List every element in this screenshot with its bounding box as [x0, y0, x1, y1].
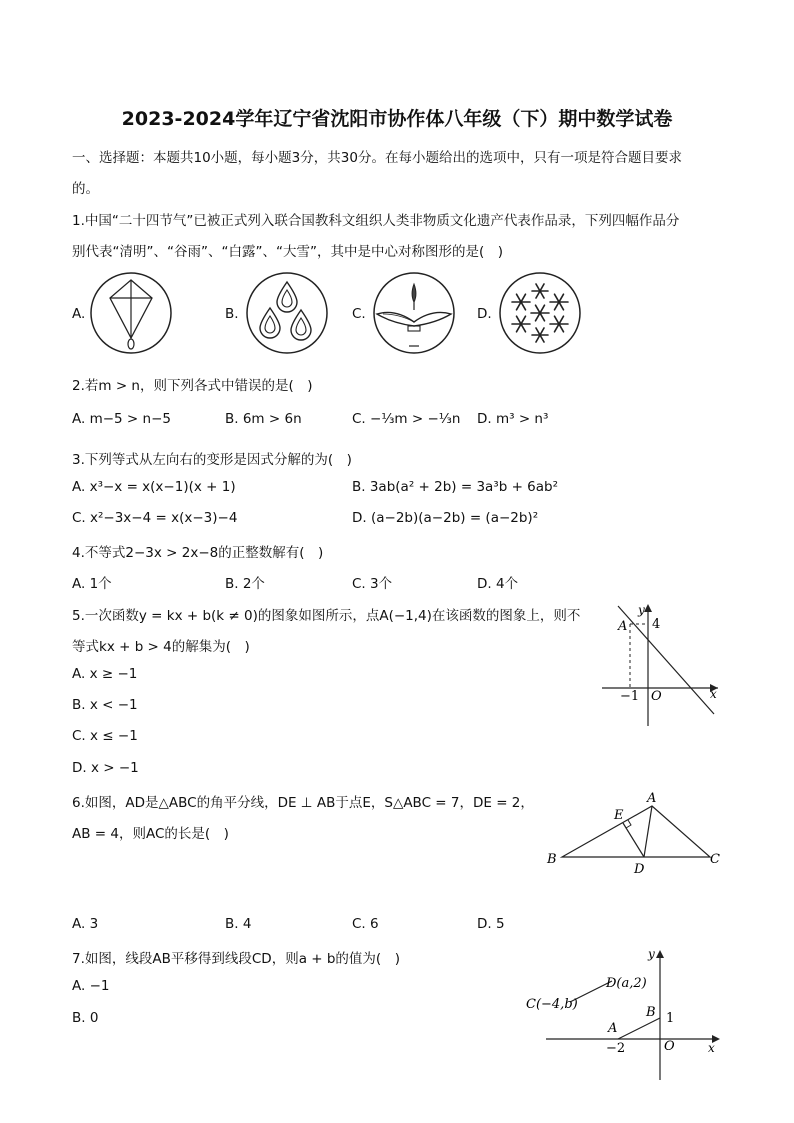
q3-option-b: B. 3ab(a² + 2b) = 3a³b + 6ab²: [352, 479, 559, 495]
q7-origin-label: O: [664, 1039, 675, 1054]
q3-option-c: C. x²−3x−4 = x(x−3)−4: [72, 510, 238, 526]
q6-stem-line1: 6.如图，AD是△ABC的角平分线，DE ⊥ AB于点E，S△ABC = 7，DE = 2，: [72, 795, 534, 811]
q6-b-label: B: [547, 852, 557, 867]
q1-label-b: B.: [225, 306, 239, 322]
q7-x-label: x: [708, 1041, 715, 1055]
q6-c-label: C: [710, 852, 720, 867]
q5-origin-label: O: [651, 689, 662, 704]
q3-stem: 3.下列等式从左向右的变形是因式分解的为( ): [72, 452, 352, 468]
q5-option-a: A. x ≥ −1: [72, 666, 138, 682]
q6-option-a: A. 3: [72, 916, 99, 932]
q3-option-d: D. (a−2b)(a−2b) = (a−2b)²: [352, 510, 539, 526]
q6-e-label: E: [614, 808, 624, 823]
q7-option-a: A. −1: [72, 978, 110, 994]
q1-stem-line2: 别代表“清明”、“谷雨”、“白露”、“大雪”，其中是中心对称图形的是( ): [72, 244, 503, 260]
q6-d-label: D: [634, 862, 645, 877]
q6-option-c: C. 6: [352, 916, 379, 932]
q5-option-b: B. x < −1: [72, 697, 138, 713]
q6-a-label: A: [647, 791, 657, 806]
q5-x-label: x: [710, 687, 717, 701]
q5-stem-line2: 等式kx + b > 4的解集为( ): [72, 639, 250, 655]
q6-triangle-figure: [544, 788, 726, 880]
q1-label-c: C.: [352, 306, 366, 322]
daxue-snowflakes-figure: [497, 270, 583, 356]
q5-y-label: y: [638, 603, 645, 617]
q7-y-label: y: [648, 947, 655, 961]
q4-option-c: C. 3个: [352, 576, 393, 592]
q5-four-label: 4: [652, 617, 661, 632]
q5-linear-function-graph: [596, 600, 724, 730]
q6-option-d: D. 5: [477, 916, 505, 932]
section-heading-line2: 的。: [72, 181, 99, 197]
q1-stem-line1: 1.中国“二十四节气”已被正式列入联合国教科文组织人类非物质文化遗产代表作品录，下列四幅作品分: [72, 213, 680, 229]
q2-option-c: C. −⅓m > −⅓n: [352, 411, 461, 427]
q4-stem: 4.不等式2−3x > 2x−8的正整数解有( ): [72, 545, 324, 561]
q7-neg2-label: −2: [606, 1041, 626, 1056]
q7-one-label: 1: [666, 1011, 675, 1026]
q5-neg1-label: −1: [620, 689, 640, 704]
q7-c-label: C(−4,b): [526, 997, 578, 1012]
q2-option-b: B. 6m > 6n: [225, 411, 302, 427]
q4-option-a: A. 1个: [72, 576, 112, 592]
q6-option-b: B. 4: [225, 916, 252, 932]
q3-option-a: A. x³−x = x(x−1)(x + 1): [72, 479, 236, 495]
q6-stem-line2: AB = 4，则AC的长是( ): [72, 826, 229, 842]
q7-d-label: D(a,2): [606, 976, 647, 991]
q5-stem-line1: 5.一次函数y = kx + b(k ≠ 0)的图象如图所示，点A(−1,4)在该函数的图象上，则不: [72, 608, 581, 624]
qingming-kite-figure: [88, 270, 174, 356]
q1-label-d: D.: [477, 306, 492, 322]
page-title: 2023-2024学年辽宁省沈阳市协作体八年级（下）期中数学试卷: [121, 108, 673, 130]
q7-a-label: A: [608, 1021, 618, 1036]
q5-option-c: C. x ≤ −1: [72, 728, 138, 744]
q5-option-d: D. x > −1: [72, 760, 139, 776]
q5-point-a-label: A: [618, 619, 628, 634]
bailu-lamp-figure: [371, 270, 457, 356]
q7-segment-ab: [618, 1018, 660, 1039]
q7-translation-graph: [522, 944, 724, 1084]
q7-b-label: B: [646, 1005, 656, 1020]
q7-stem: 7.如图，线段AB平移得到线段CD，则a + b的值为( ): [72, 951, 400, 967]
guyu-raindrops-figure: [244, 270, 330, 356]
q4-option-d: D. 4个: [477, 576, 519, 592]
q4-option-b: B. 2个: [225, 576, 265, 592]
q2-option-a: A. m−5 > n−5: [72, 411, 171, 427]
q2-option-d: D. m³ > n³: [477, 411, 549, 427]
section-heading-line1: 一、选择题：本题共10小题，每小题3分，共30分。在每小题给出的选项中，只有一项是符合题目要求: [72, 150, 682, 166]
q7-option-b: B. 0: [72, 1010, 99, 1026]
q2-stem: 2.若m > n，则下列各式中错误的是( ): [72, 378, 313, 394]
q1-label-a: A.: [72, 306, 86, 322]
